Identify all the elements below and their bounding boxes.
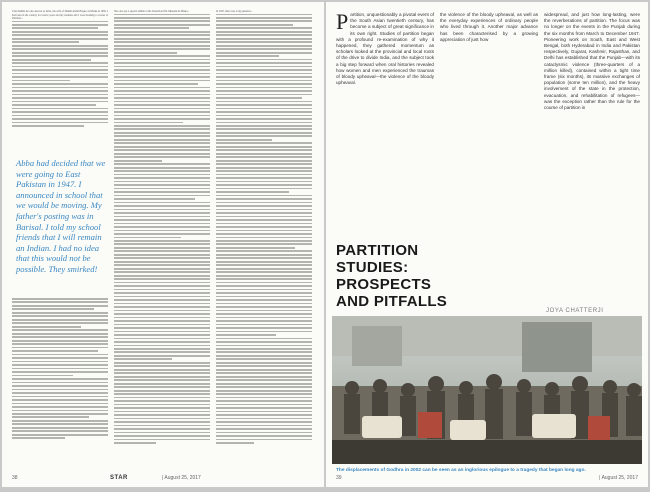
left-column-1 [12, 10, 108, 129]
left-column-2 [114, 10, 210, 446]
magazine-logo: STAR [110, 475, 128, 481]
col1-opening-text: I met Rahim Ara also known as Abba, the wife of Sheikh Abdul Haque, in Dhaka in 1982. I had been in the country for twelve years and my students and I were listening to stories of Partition... [12, 10, 108, 20]
pull-quote: Abba had decided that we were going to East Pakistan in 1947. I announced in school that we would be moving. My father's posting was in Barisal. I told my school friends that I will remain an Indian. I had no idea that this would not be possible. They smirked! [16, 158, 106, 274]
left-page [2, 2, 324, 487]
article-title [336, 242, 447, 310]
intro-text-1: artition, unquestionably a pivotal event of the South Asian twentieth century, has become a subject of great significance in its own right. Studies of partition began with a profound re-examination of why it happened, they gathered momentum as scholars looked at the provincial and local roots of the drive to divide India, and the subject took a big step forward when oral histories revealed how women and men experienced the traumas of bloody upheaval—the violence of the bloody upheaval. [336, 12, 434, 86]
issue-date-left: | August 25, 2017 [162, 475, 201, 481]
intro-column-3 [544, 12, 640, 111]
col2-body-text [114, 14, 210, 444]
col3-opening-text: In 1947, there was a big question... [216, 10, 253, 13]
title-line-4: AND PITFALLS [336, 293, 448, 310]
col1-lower-text [12, 298, 108, 441]
photo-caption: The displacements of Godhra in 2002 can be seen as an inglorious epilogue to a tragedy that began long ago. [336, 468, 586, 473]
drop-cap: P [336, 9, 349, 34]
intro-column-2 [440, 12, 538, 43]
intro-column-1 [336, 9, 434, 86]
article-photo [332, 316, 642, 464]
page-number-left: 38 [12, 475, 18, 481]
crowd-photo-illustration [332, 316, 642, 464]
page-number-right: 39 [336, 475, 342, 481]
right-page [326, 2, 648, 487]
title-line-3: PROSPECTS [336, 276, 432, 293]
col1-body-text [12, 21, 108, 127]
left-column-3 [216, 10, 312, 446]
col3-body-text [216, 14, 312, 444]
author-byline: JOYA CHATTERJI [546, 308, 604, 314]
intro-text-2: the violence of the bloody upheaval, as well as the everyday experiences of ordinary people who lived through it. Another major advance has been characterised by a growing appreciation of just how [440, 12, 538, 42]
issue-date-right: | August 25, 2017 [599, 475, 638, 481]
col2-opening-text: She once got a special exhibit at the Liberation War Museum in Dhaka... [114, 10, 190, 13]
title-line-2: STUDIES: [336, 259, 409, 276]
intro-text-3: widespread, and just how long-lasting, were the reverberations of partition. The focus was no longer on the events in the Punjab during the six months from March to December 1947. Pioneering work on South, East and West Bengal, both Hyderabad in India and Pakistan respectively, Gujarat, Kashmir, Rajasthan, and Delhi has established that the Punjab—with its cataclysmic violence (three-quarters of a million killed), contained within a tight time frame (six months), its massive exchanges of population (some ten million), and the heavy involvement of the state in the protection, evacuation, and rehabilitation of refugees—was the exception rather than the rule for the course of partition in [544, 12, 640, 111]
title-line-1: PARTITION [336, 242, 419, 259]
